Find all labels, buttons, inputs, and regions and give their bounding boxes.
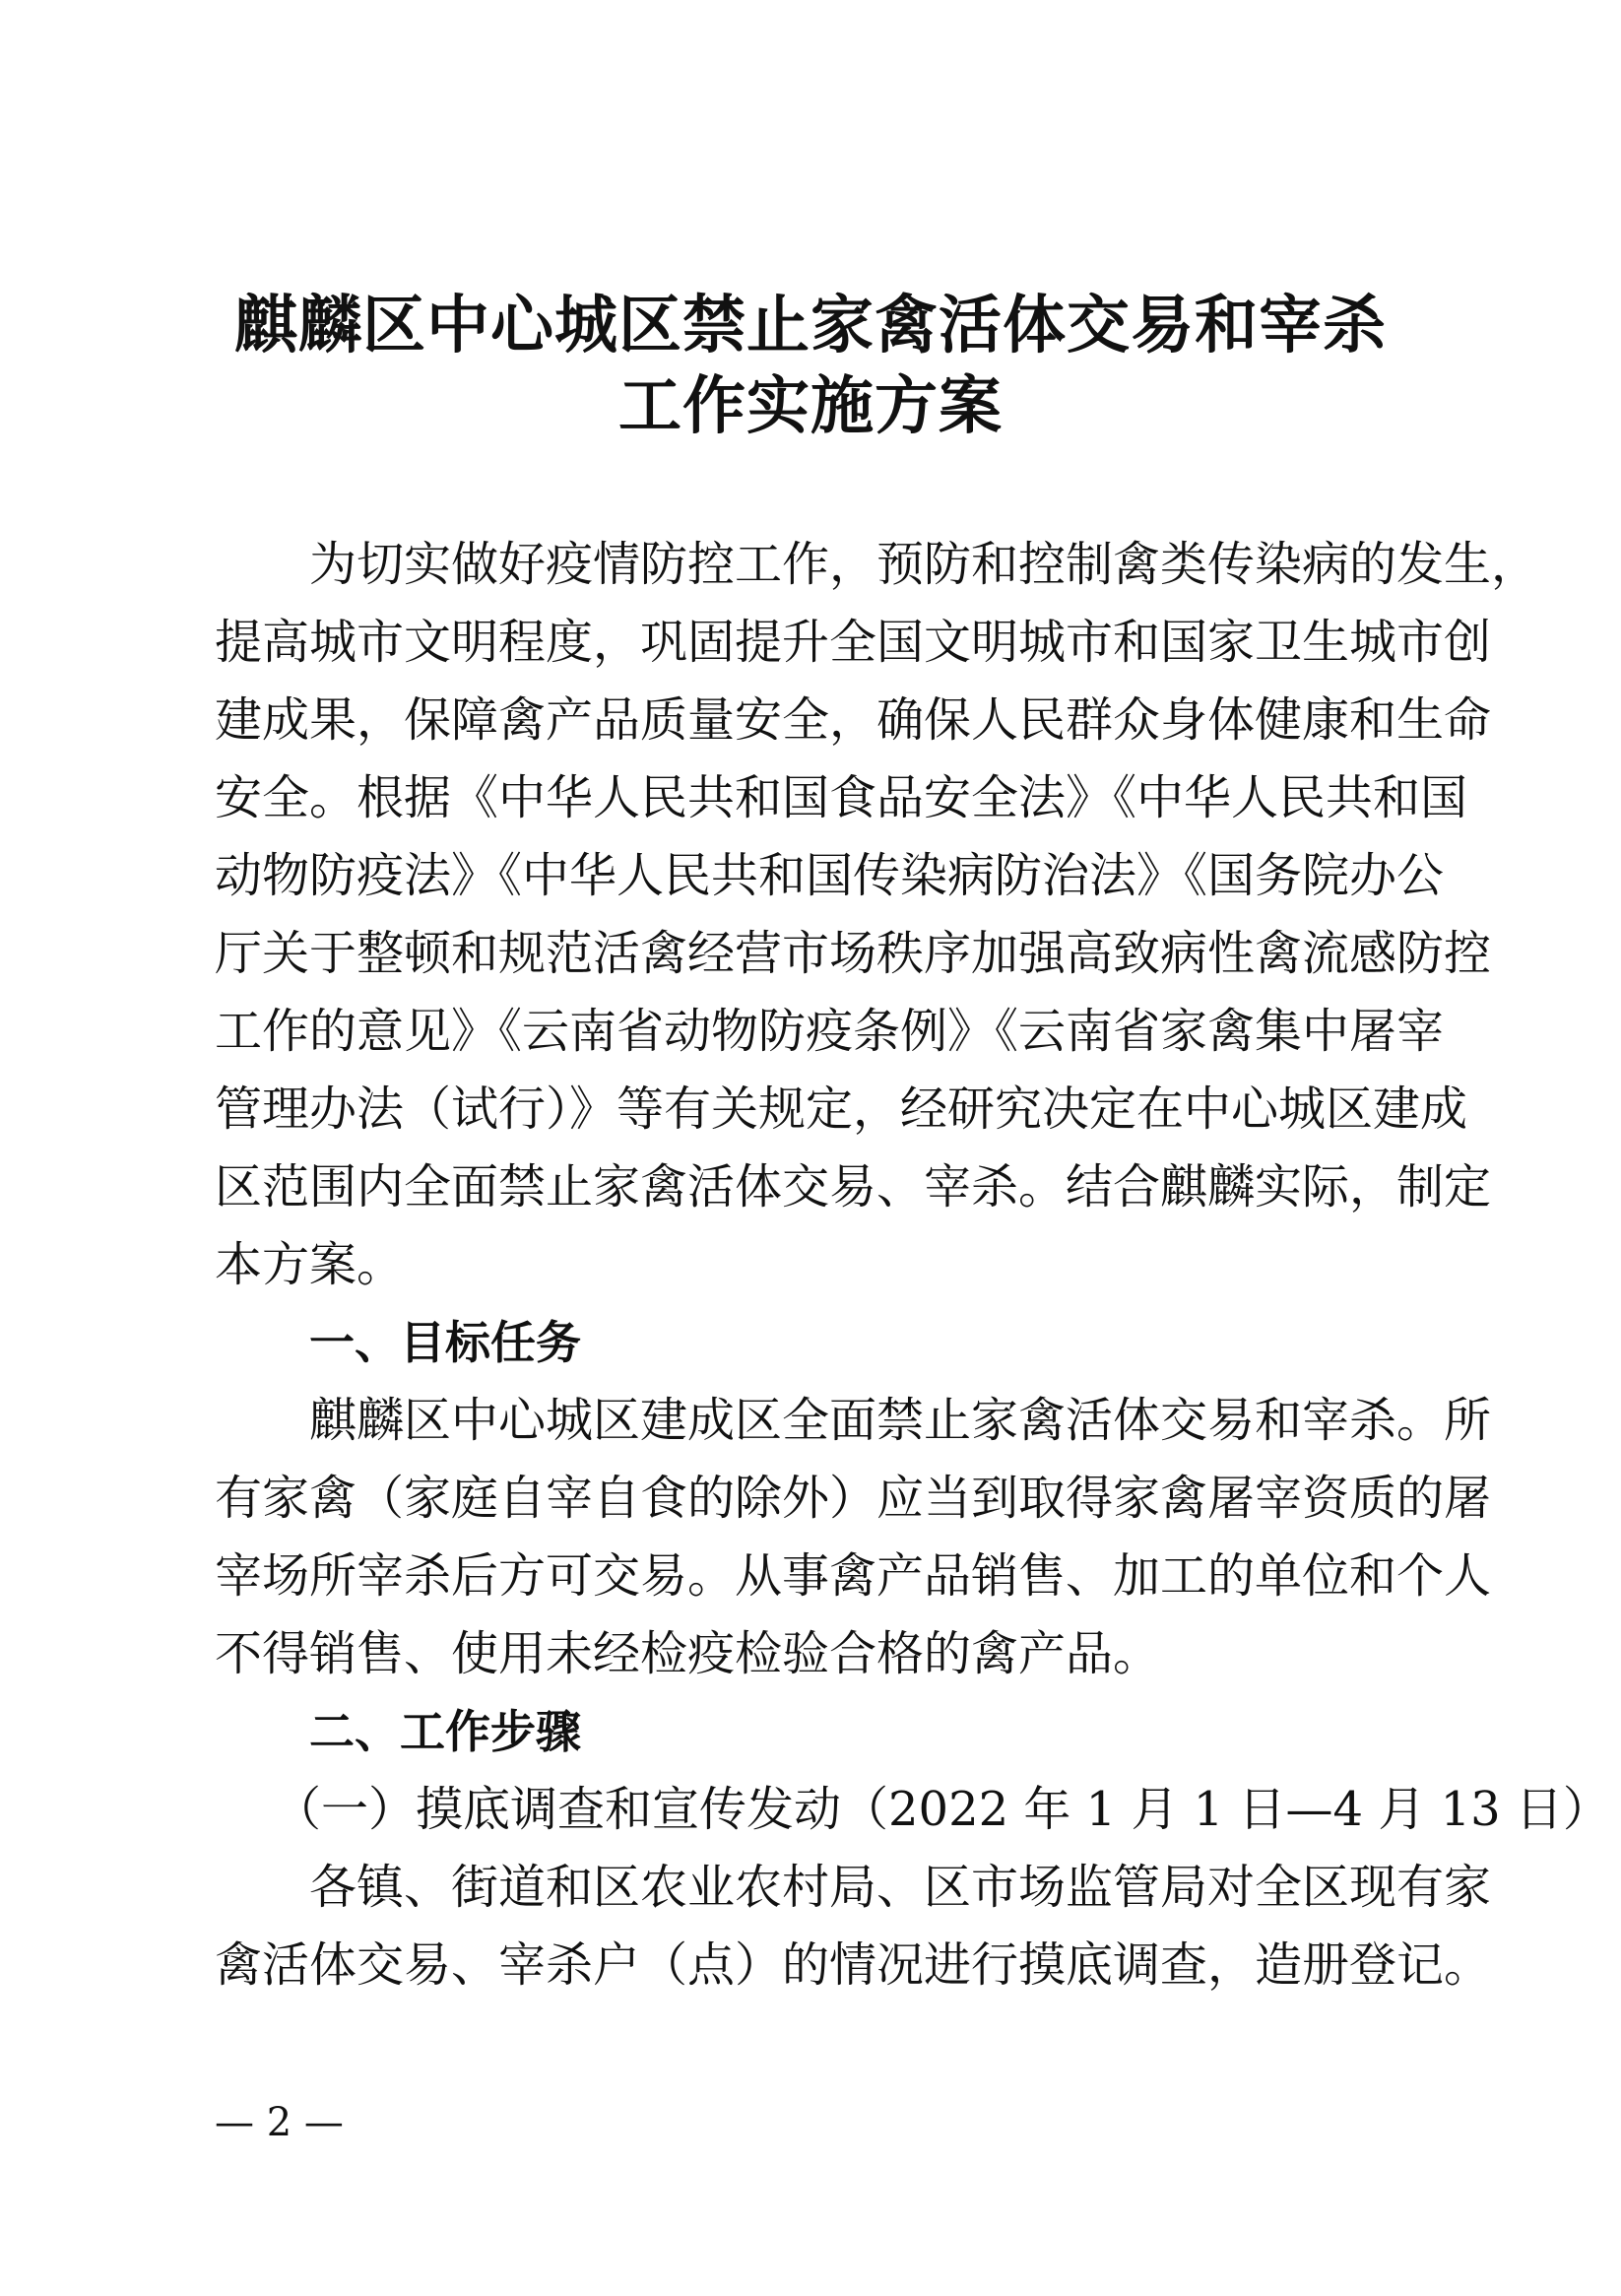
document-title-line-2: 工作实施方案 bbox=[618, 369, 1003, 443]
subsection-heading-survey: （一）摸底调查和宣传发动（2022 年 1 月 1 日—4 月 13 日） bbox=[274, 1782, 1610, 1837]
section1-line: 麒麟区中心城区建成区全面禁止家禽活体交易和宰杀。所 bbox=[309, 1393, 1492, 1448]
section1-line: 宰场所宰杀后方可交易。从事禽产品销售、加工的单位和个人 bbox=[215, 1548, 1492, 1604]
section2-line: 各镇、街道和区农业农村局、区市场监管局对全区现有家 bbox=[309, 1860, 1492, 1915]
section-heading-goals: 一、目标任务 bbox=[309, 1316, 581, 1369]
intro-line: 管理办法（试行）》等有关规定，经研究决定在中心城区建成 bbox=[215, 1082, 1468, 1137]
document-title-line-1: 麒麟区中心城区禁止家禽活体交易和宰杀 bbox=[234, 289, 1387, 362]
page-number: — 2 — bbox=[215, 2100, 344, 2145]
section-heading-steps: 二、工作步骤 bbox=[309, 1705, 581, 1758]
section1-line: 不得销售、使用未经检疫检验合格的禽产品。 bbox=[215, 1626, 1161, 1681]
intro-line: 本方案。 bbox=[215, 1237, 405, 1292]
intro-line: 提高城市文明程度，巩固提升全国文明城市和国家卫生城市创 bbox=[215, 615, 1492, 670]
intro-line: 区范围内全面禁止家禽活体交易、宰杀。结合麒麟实际，制定 bbox=[215, 1159, 1492, 1214]
intro-line: 建成果，保障禽产品质量安全，确保人民群众身体健康和生命 bbox=[215, 692, 1492, 748]
intro-line: 动物防疫法》《中华人民共和国传染病防治法》《国务院办公 bbox=[215, 848, 1445, 903]
intro-line: 为切实做好疫情防控工作，预防和控制禽类传染病的发生， bbox=[309, 537, 1539, 592]
intro-line: 工作的意见》《云南省动物防疫条例》《云南省家禽集中屠宰 bbox=[215, 1004, 1445, 1059]
intro-line: 安全。根据《中华人民共和国食品安全法》《中华人民共和国 bbox=[215, 770, 1468, 825]
section2-line: 禽活体交易、宰杀户（点）的情况进行摸底调查，造册登记。 bbox=[215, 1937, 1492, 1993]
intro-line: 厅关于整顿和规范活禽经营市场秩序加强高致病性禽流感防控 bbox=[215, 926, 1492, 981]
section1-line: 有家禽（家庭自宰自食的除外）应当到取得家禽屠宰资质的屠 bbox=[215, 1471, 1492, 1526]
document-body bbox=[215, 526, 1610, 2004]
